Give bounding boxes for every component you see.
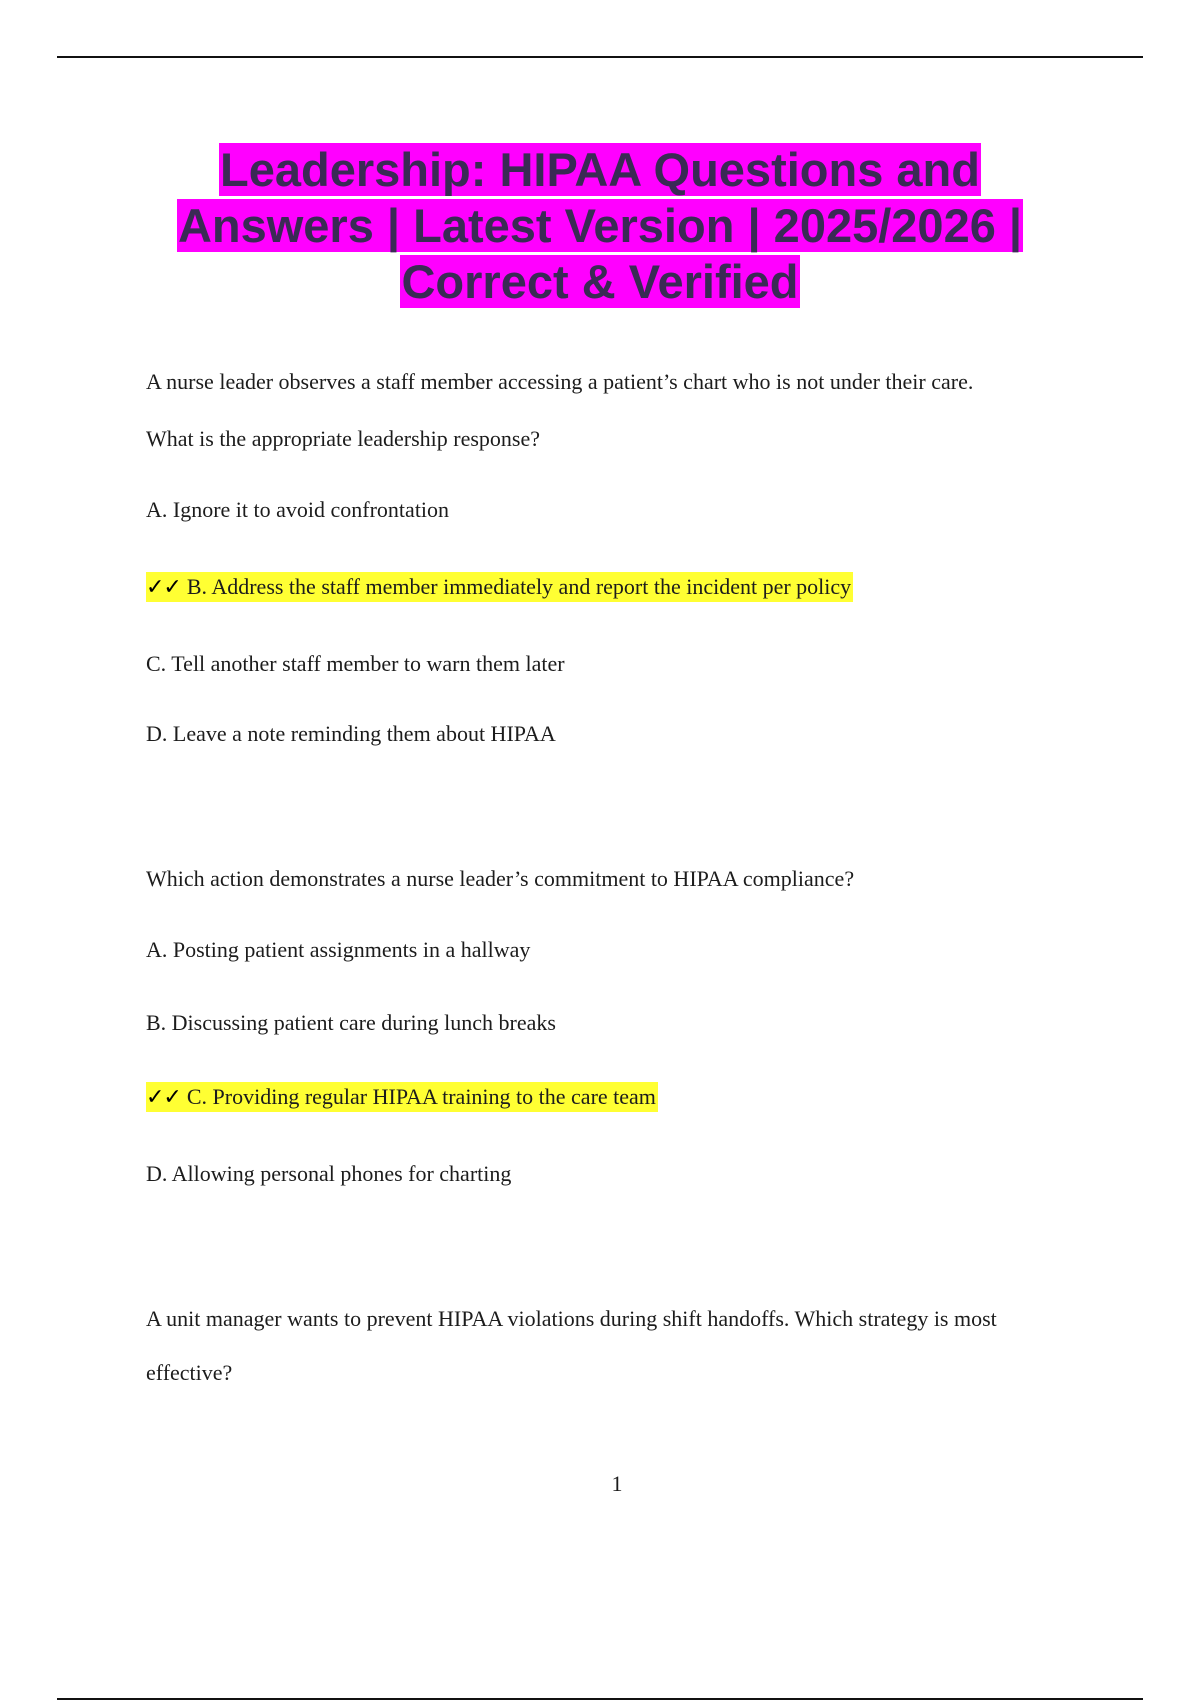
- document-title: [100, 142, 1100, 310]
- correct-answer-highlight: [146, 572, 853, 602]
- option-label: B. Address the staff member immediately and report the incident per policy: [186, 574, 852, 599]
- correct-answer-highlight: [146, 1082, 658, 1112]
- title-line-1: Leadership: HIPAA Questions and: [220, 143, 980, 196]
- question-1-option-c: C. Tell another staff member to warn them later: [146, 651, 565, 676]
- question-1-option-d: D. Leave a note reminding them about HIPAA: [146, 721, 556, 746]
- option-label: C. Providing regular HIPAA training to the care team: [186, 1084, 656, 1109]
- title-line-3: Correct & Verified: [401, 255, 799, 308]
- question-2-option-d: D. Allowing personal phones for charting: [146, 1161, 512, 1186]
- title-line-2: Answers | Latest Version | 2025/2026 |: [177, 199, 1023, 252]
- page-number: 1: [611, 1471, 623, 1496]
- question-1-option-b-correct: [146, 573, 1106, 602]
- question-2-option-a: A. Posting patient assignments in a hallway: [146, 937, 531, 962]
- question-1-stem-line-1: A nurse leader observes a staff member accessing a patient’s chart who is not under their care.: [146, 369, 974, 394]
- double-check-icon: ✓✓: [146, 1085, 181, 1110]
- question-1-option-a: A. Ignore it to avoid confrontation: [146, 497, 450, 522]
- double-check-icon: ✓✓: [146, 575, 181, 600]
- question-2-option-b: B. Discussing patient care during lunch breaks: [146, 1010, 556, 1035]
- top-rule: [57, 56, 1143, 58]
- question-2-stem-line-1: Which action demonstrates a nurse leader’s commitment to HIPAA compliance?: [146, 866, 855, 891]
- question-1-stem-line-2: What is the appropriate leadership response?: [146, 426, 541, 451]
- question-2-option-c-correct: [146, 1083, 1106, 1112]
- question-3-stem-line-1: A unit manager wants to prevent HIPAA violations during shift handoffs. Which strategy is most: [146, 1306, 997, 1331]
- question-3-stem-line-2: effective?: [146, 1360, 233, 1385]
